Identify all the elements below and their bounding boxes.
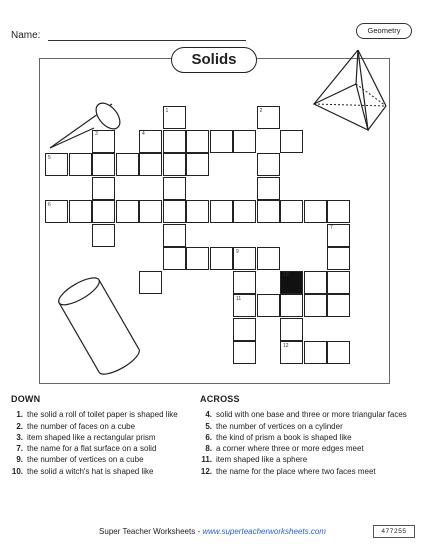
crossword-cell[interactable] xyxy=(327,341,350,364)
crossword-cell[interactable] xyxy=(116,200,139,223)
crossword-cell[interactable] xyxy=(163,130,186,153)
clue-number: 4 xyxy=(142,131,145,137)
crossword-cell[interactable] xyxy=(233,294,256,317)
crossword-cell[interactable] xyxy=(233,247,256,270)
clue-text: the number of vertices on a cube xyxy=(27,455,144,465)
crossword-cell[interactable] xyxy=(92,153,115,176)
clue-index: 12. xyxy=(200,466,212,476)
crossword-cell[interactable] xyxy=(257,106,280,129)
crossword-cell[interactable] xyxy=(116,153,139,176)
clue-number: 9 xyxy=(236,248,239,255)
clue-text: the solid a roll of toilet paper is shaped like xyxy=(27,410,178,420)
down-clue xyxy=(11,432,178,443)
down-clues xyxy=(11,394,178,477)
clue-number: 5 xyxy=(48,154,51,161)
crossword-cell[interactable] xyxy=(304,341,327,364)
clue-number: 6 xyxy=(48,201,51,208)
crossword-cell[interactable] xyxy=(163,224,186,247)
down-clue xyxy=(11,421,178,432)
clue-text: item shaped like a sphere xyxy=(216,455,308,465)
across-clues xyxy=(200,394,407,477)
crossword-cell[interactable] xyxy=(257,247,280,270)
crossword-cell[interactable] xyxy=(327,224,350,247)
crossword-cell[interactable] xyxy=(139,271,162,294)
clue-number: 7 xyxy=(330,225,333,231)
crossword-cell[interactable] xyxy=(257,294,280,317)
clue-index: 2. xyxy=(16,421,23,431)
clue-text: the kind of prism a book is shaped like xyxy=(216,432,352,442)
clue-text: the number of vertices on a cylinder xyxy=(216,421,343,431)
clue-number: 1 xyxy=(165,107,169,114)
crossword-cell[interactable] xyxy=(233,130,256,153)
down-clue xyxy=(11,466,178,477)
down-clue xyxy=(11,454,178,465)
clue-number: 2 xyxy=(259,107,263,114)
cylinder-icon xyxy=(54,268,144,384)
crossword-cell[interactable] xyxy=(327,271,350,294)
crossword-cell[interactable] xyxy=(257,177,280,200)
crossword-cell[interactable] xyxy=(280,341,303,364)
crossword-cell[interactable] xyxy=(163,177,186,200)
crossword-cell[interactable] xyxy=(163,106,186,129)
clue-index: 11. xyxy=(201,455,212,465)
crossword-cell[interactable] xyxy=(280,294,303,317)
crossword-cell[interactable] xyxy=(139,153,162,176)
across-clue xyxy=(200,454,407,465)
crossword-cell[interactable] xyxy=(257,200,280,223)
across-clue xyxy=(200,432,407,443)
crossword-block xyxy=(280,271,303,294)
crossword-cell[interactable] xyxy=(163,153,186,176)
clue-index: 7. xyxy=(16,444,23,454)
clue-index: 10. xyxy=(11,466,23,476)
clue-index: 9. xyxy=(16,455,23,465)
clue-number: 11 xyxy=(236,295,242,302)
crossword-cell[interactable] xyxy=(92,224,115,247)
crossword-cell[interactable] xyxy=(327,200,350,223)
crossword-cell[interactable] xyxy=(92,130,115,153)
crossword-cell[interactable] xyxy=(163,247,186,270)
across-clue xyxy=(200,421,407,432)
crossword-cell[interactable] xyxy=(69,153,92,176)
crossword-cell[interactable] xyxy=(304,271,327,294)
clue-index: 6. xyxy=(205,432,212,442)
crossword-cell[interactable] xyxy=(280,318,303,341)
down-heading: DOWN xyxy=(11,394,41,404)
across-heading: ACROSS xyxy=(200,394,240,404)
crossword-cell[interactable] xyxy=(233,318,256,341)
crossword-cell[interactable] xyxy=(257,153,280,176)
crossword-cell[interactable] xyxy=(210,200,233,223)
down-clue xyxy=(11,409,178,420)
crossword-cell[interactable] xyxy=(92,177,115,200)
crossword-cell[interactable] xyxy=(233,271,256,294)
crossword-cell[interactable] xyxy=(280,200,303,223)
clue-text: the number of faces on a cube xyxy=(27,421,136,431)
footer-link[interactable]: www.superteacherworksheets.com xyxy=(202,527,326,536)
subject-badge: Geometry xyxy=(356,23,412,39)
clue-text: item shaped like a rectangular prism xyxy=(27,432,156,442)
across-clue xyxy=(200,466,407,477)
clue-text: solid with one base and three or more triangular faces xyxy=(216,410,407,420)
clue-number: 12 xyxy=(283,342,289,349)
crossword-cell[interactable] xyxy=(163,200,186,223)
clue-number: 3 xyxy=(95,131,98,137)
clue-text: the solid a witch's hat is shaped like xyxy=(27,466,154,476)
crossword-cell[interactable] xyxy=(304,294,327,317)
crossword-cell[interactable] xyxy=(45,153,68,176)
crossword-cell[interactable] xyxy=(139,200,162,223)
crossword-cell[interactable] xyxy=(45,200,68,223)
clue-text: the name for a flat surface on a solid xyxy=(27,444,157,454)
crossword-cell[interactable] xyxy=(280,130,303,153)
footer xyxy=(0,527,425,536)
clue-index: 3. xyxy=(16,432,23,442)
crossword-cell[interactable] xyxy=(139,130,162,153)
footer-brand: Super Teacher Worksheets xyxy=(99,527,196,536)
clue-index: 4. xyxy=(205,410,212,420)
pyramid-icon xyxy=(302,46,392,138)
crossword-cell[interactable] xyxy=(186,130,209,153)
name-line[interactable] xyxy=(48,40,246,41)
crossword-cell[interactable] xyxy=(92,200,115,223)
clue-text: a corner where three or more edges meet xyxy=(216,444,364,454)
down-clue xyxy=(11,443,178,454)
crossword-cell[interactable] xyxy=(233,341,256,364)
crossword-cell[interactable] xyxy=(327,247,350,270)
crossword-cell[interactable] xyxy=(186,200,209,223)
across-clue xyxy=(200,409,407,420)
crossword-cell[interactable] xyxy=(210,130,233,153)
worksheet-code: 477255 xyxy=(373,525,415,538)
crossword-cell[interactable] xyxy=(69,200,92,223)
puzzle-title: Solids xyxy=(171,47,257,73)
crossword-cell[interactable] xyxy=(327,294,350,317)
clue-text: the name for the place where two faces meet xyxy=(216,466,376,476)
clue-number: 10 xyxy=(283,272,289,278)
clue-index: 1. xyxy=(16,410,23,420)
name-label: Name: xyxy=(11,30,41,41)
footer-separator: - xyxy=(195,527,203,536)
crossword-cell[interactable] xyxy=(186,153,209,176)
crossword-cell[interactable] xyxy=(233,200,256,223)
across-clue xyxy=(200,443,407,454)
crossword-cell[interactable] xyxy=(210,247,233,270)
clue-index: 8. xyxy=(205,444,212,454)
crossword-cell[interactable] xyxy=(304,200,327,223)
crossword-cell[interactable] xyxy=(186,247,209,270)
clue-index: 5. xyxy=(205,421,212,431)
